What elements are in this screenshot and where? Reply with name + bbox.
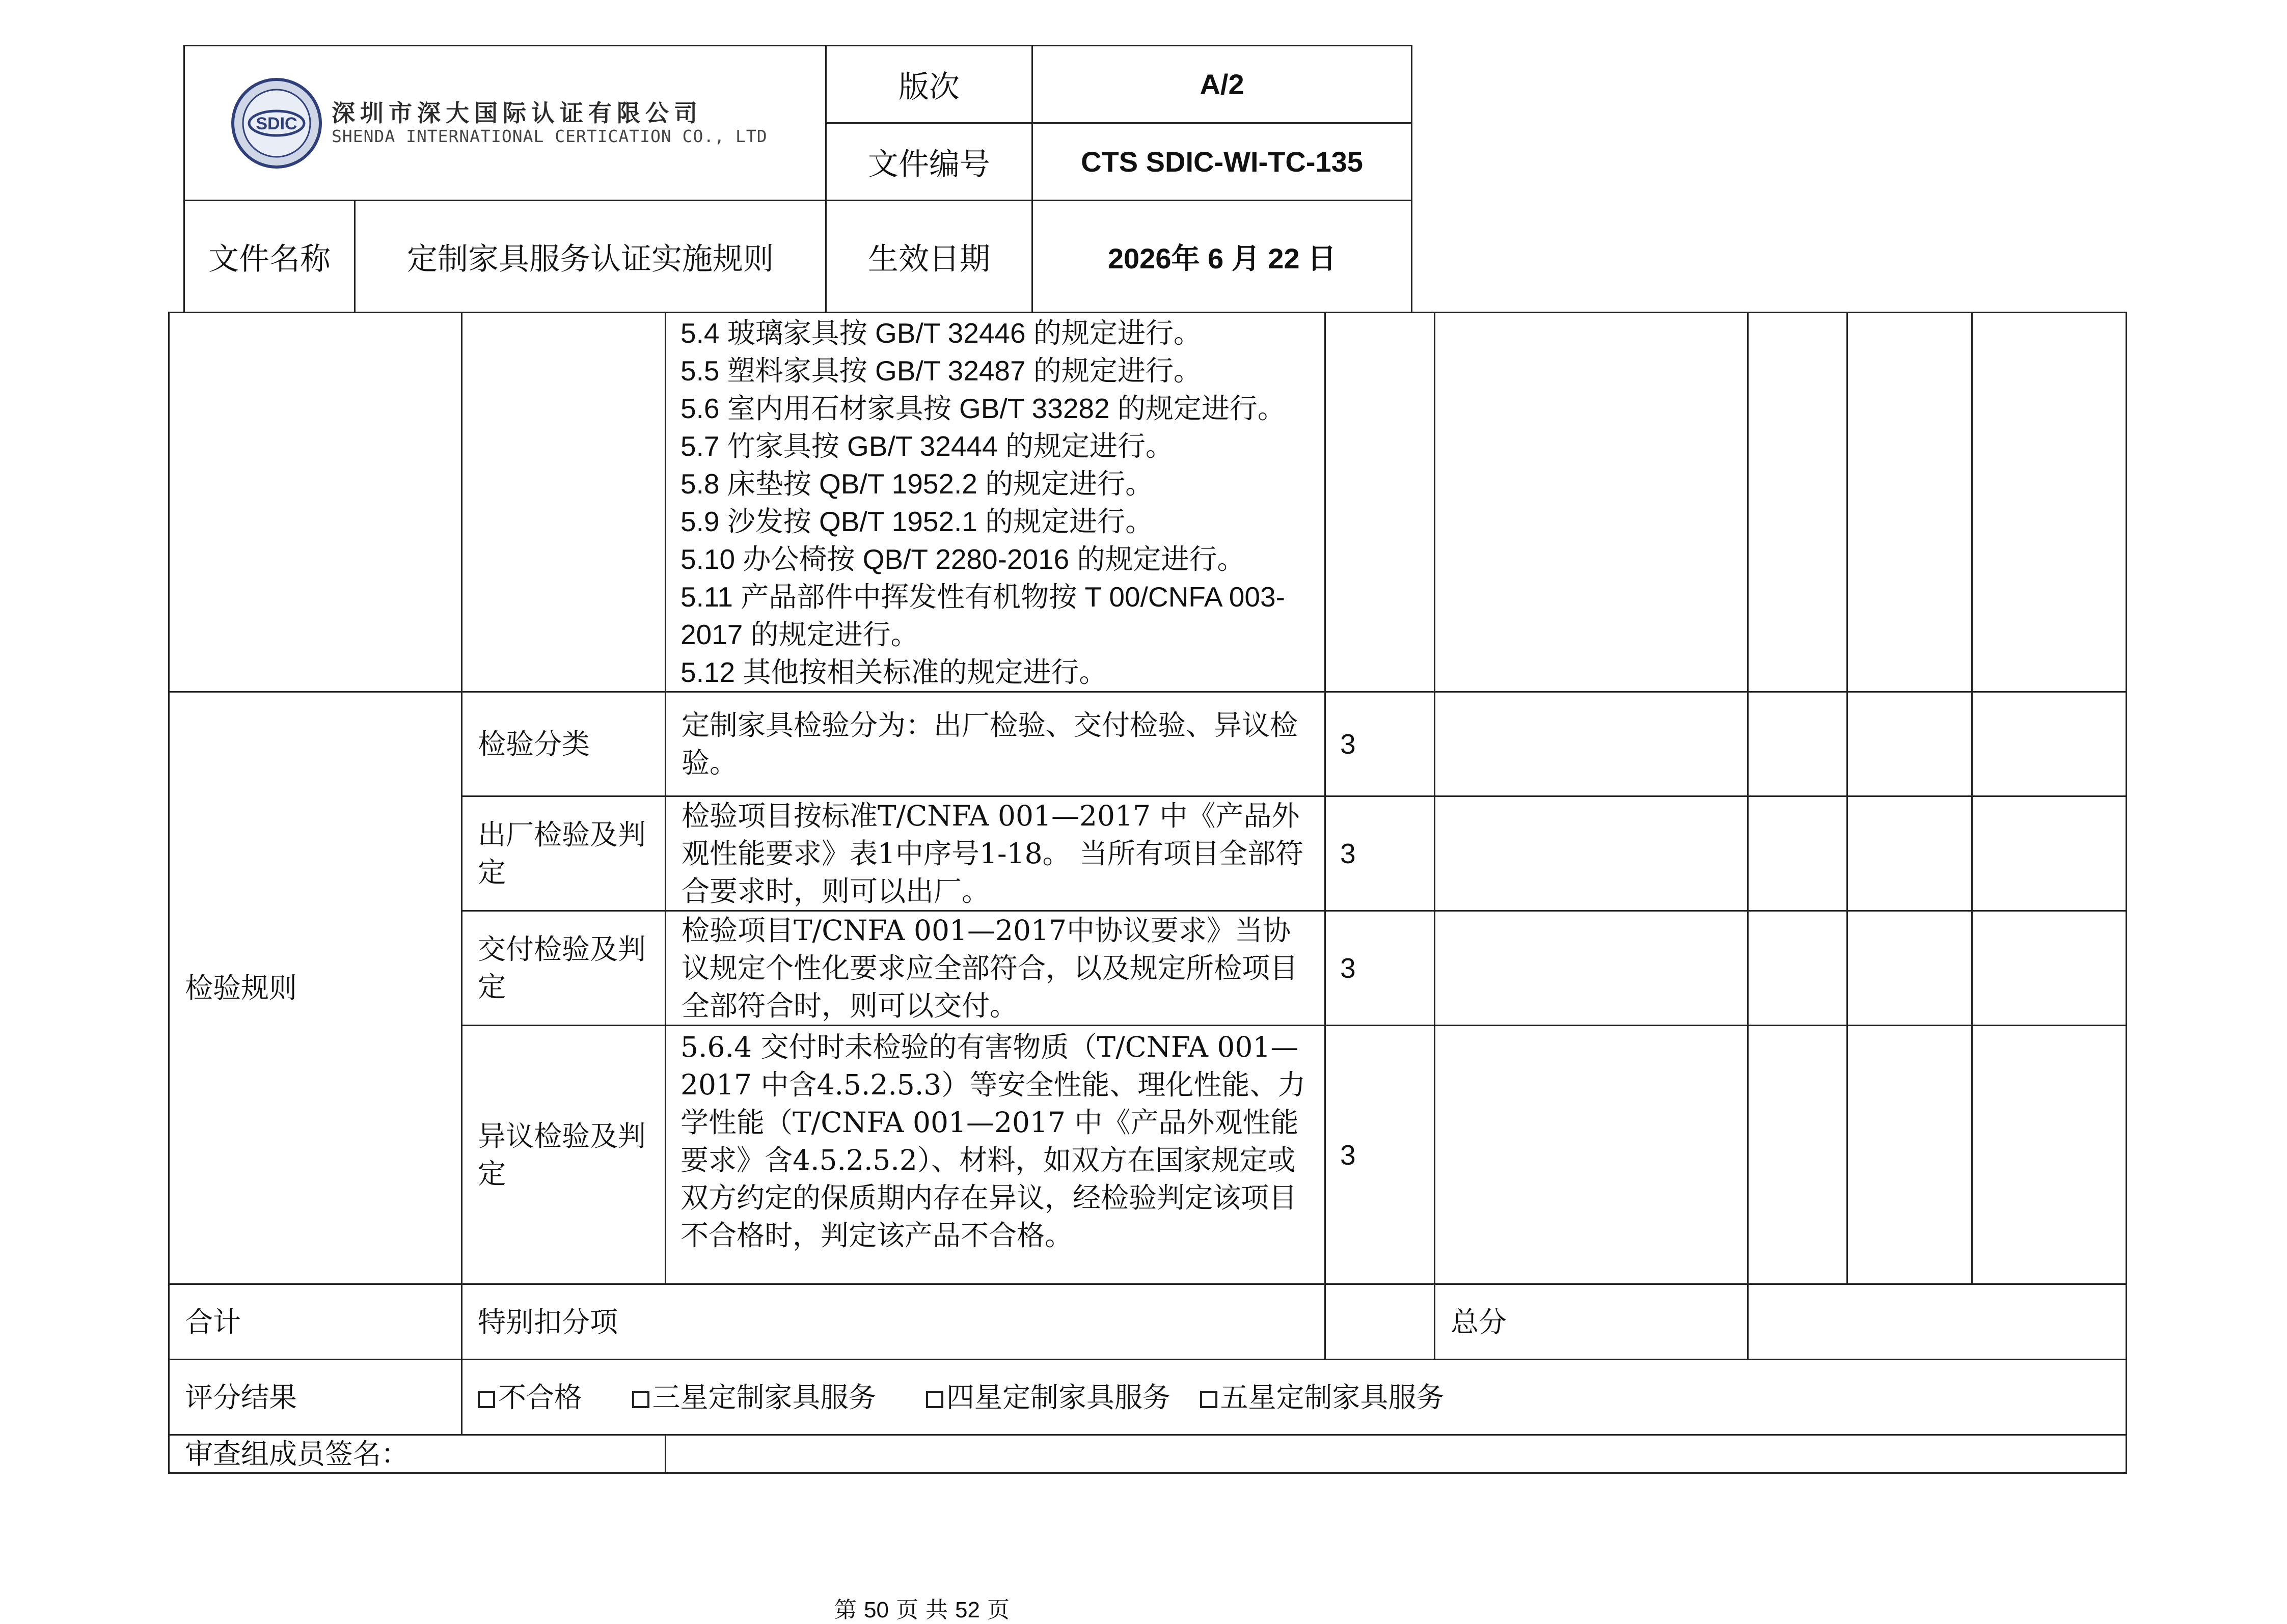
result-row (169, 1360, 2127, 1435)
empty-category-cell (169, 313, 462, 692)
inspection-row (169, 796, 2127, 911)
blank-cell (1847, 692, 1972, 796)
result-option[interactable]: 五星定制家具服务 (1200, 1381, 1445, 1414)
evidence-cell (1435, 796, 1748, 911)
blank-cell (1847, 796, 1972, 911)
inspection-item: 出厂检验及判定 (462, 796, 666, 911)
score-cell (1325, 313, 1435, 692)
current-page: 50 (864, 1598, 889, 1622)
evidence-cell (1435, 1026, 1748, 1284)
result-option[interactable]: 三星定制家具服务 (632, 1381, 877, 1414)
doc-number-value: CTS SDIC-WI-TC-135 (1032, 123, 1412, 201)
company-logo (231, 77, 825, 169)
inspection-row (169, 1026, 2127, 1284)
continued-standards-row (169, 313, 2127, 692)
inspection-item: 检验分类 (462, 692, 666, 796)
result-options (462, 1360, 2127, 1435)
document-header (183, 45, 1412, 313)
total-score-value (1748, 1284, 2127, 1360)
inspection-content: 检验项目按标准T/CNFA 001—2017 中《产品外观性能要求》表1中序号1-18。 当所有项目全部符合要求时，则可以出厂。 (666, 796, 1325, 911)
blank-cell (1847, 911, 1972, 1026)
version-value: A/2 (1032, 46, 1412, 123)
blank-cell (1972, 1026, 2127, 1284)
checkbox-icon[interactable] (926, 1391, 943, 1408)
standard-line: 5.6 室内用石材家具按 GB/T 33282 的规定进行。 (680, 393, 1286, 424)
special-deduction-label: 特别扣分项 (462, 1284, 1325, 1360)
company-name-en: SHENDA INTERNATIONAL CERTICATION CO., LTD (332, 126, 768, 146)
inspection-item: 异议检验及判定 (462, 1026, 666, 1284)
doc-name-value: 定制家具服务认证实施规则 (355, 201, 826, 313)
blank-cell (1972, 313, 2127, 692)
blank-cell (1847, 313, 1972, 692)
inspection-content: 定制家具检验分为：出厂检验、交付检验、异议检验。 (666, 692, 1325, 796)
signature-row (169, 1435, 2127, 1473)
blank-cell (1748, 1026, 1847, 1284)
standard-line: 5.8 床垫按 QB/T 1952.2 的规定进行。 (680, 468, 1154, 500)
evidence-cell (1435, 911, 1748, 1026)
blank-cell (1972, 796, 2127, 911)
scoring-table (168, 312, 2127, 1474)
inspection-category: 检验规则 (169, 692, 462, 1284)
inspection-score: 3 (1325, 692, 1435, 796)
inspection-score: 3 (1325, 911, 1435, 1026)
company-logo-cell (184, 46, 826, 201)
doc-name-label: 文件名称 (184, 201, 355, 313)
page-footer: 第 50 页 共 52 页 (834, 1597, 1010, 1623)
doc-number-label: 文件编号 (826, 123, 1032, 201)
inspection-item: 交付检验及判定 (462, 911, 666, 1026)
version-label: 版次 (826, 46, 1032, 123)
effective-date-label: 生效日期 (826, 201, 1032, 313)
result-option[interactable]: 不合格 (478, 1381, 582, 1414)
standard-line: 5.10 办公椅按 QB/T 2280-2016 的规定进行。 (680, 543, 1245, 575)
inspection-score: 3 (1325, 796, 1435, 911)
evidence-cell (1435, 313, 1748, 692)
logo-text: SDIC (256, 114, 297, 133)
effective-date-value: 2026年 6 月 22 日 (1032, 201, 1412, 313)
result-label: 评分结果 (169, 1360, 462, 1435)
company-name-cn: 深圳市深大国际认证有限公司 (332, 99, 702, 127)
evidence-cell (1435, 692, 1748, 796)
standard-line: 5.7 竹家具按 GB/T 32444 的规定进行。 (680, 430, 1174, 462)
total-label: 合计 (169, 1284, 462, 1360)
blank-cell (1748, 313, 1847, 692)
standard-line: 5.9 沙发按 QB/T 1952.1 的规定进行。 (680, 506, 1154, 537)
result-option[interactable]: 四星定制家具服务 (926, 1381, 1170, 1414)
standard-line: 5.12 其他按相关标准的规定进行。 (680, 656, 1107, 688)
total-row (169, 1284, 2127, 1360)
blank-cell (1748, 692, 1847, 796)
signature-label: 审查组成员签名： (169, 1435, 666, 1473)
checkbox-icon[interactable] (478, 1391, 495, 1408)
standard-line: 5.11 产品部件中挥发性有机物按 T 00/CNFA 003-2017 的规定进行。 (680, 581, 1285, 650)
blank-cell (1748, 796, 1847, 911)
blank-cell (1748, 911, 1847, 1026)
standards-list (666, 313, 1325, 692)
empty-item-cell (462, 313, 666, 692)
total-score-label: 总分 (1435, 1284, 1748, 1360)
inspection-content: 5.6.4 交付时未检验的有害物质（T/CNFA 001—2017 中含4.5.2.5.3）等安全性能、理化性能、力学性能（T/CNFA 001—2017 中《产品外观性能要求》含4.5.2.5.2）、材料，如双方在国家规定或双方约定的保质期内存在异议，经检验判定该项目不合格时，判定该产品不合格。 (666, 1026, 1325, 1284)
blank-cell (1972, 911, 2127, 1026)
standard-line: 5.4 玻璃家具按 GB/T 32446 的规定进行。 (680, 317, 1202, 349)
inspection-score: 3 (1325, 1026, 1435, 1284)
special-deduction-value (1325, 1284, 1435, 1360)
signature-field[interactable] (666, 1435, 2127, 1473)
checkbox-icon[interactable] (632, 1391, 649, 1408)
total-pages: 52 (955, 1598, 980, 1622)
sdic-seal-icon (231, 77, 322, 169)
standard-line: 5.5 塑料家具按 GB/T 32487 的规定进行。 (680, 355, 1202, 387)
blank-cell (1847, 1026, 1972, 1284)
checkbox-icon[interactable] (1200, 1391, 1217, 1408)
blank-cell (1972, 692, 2127, 796)
inspection-row (169, 911, 2127, 1026)
inspection-content: 检验项目T/CNFA 001—2017中协议要求》当协议规定个性化要求应全部符合，以及规定所检项目全部符合时，则可以交付。 (666, 911, 1325, 1026)
inspection-row (169, 692, 2127, 796)
